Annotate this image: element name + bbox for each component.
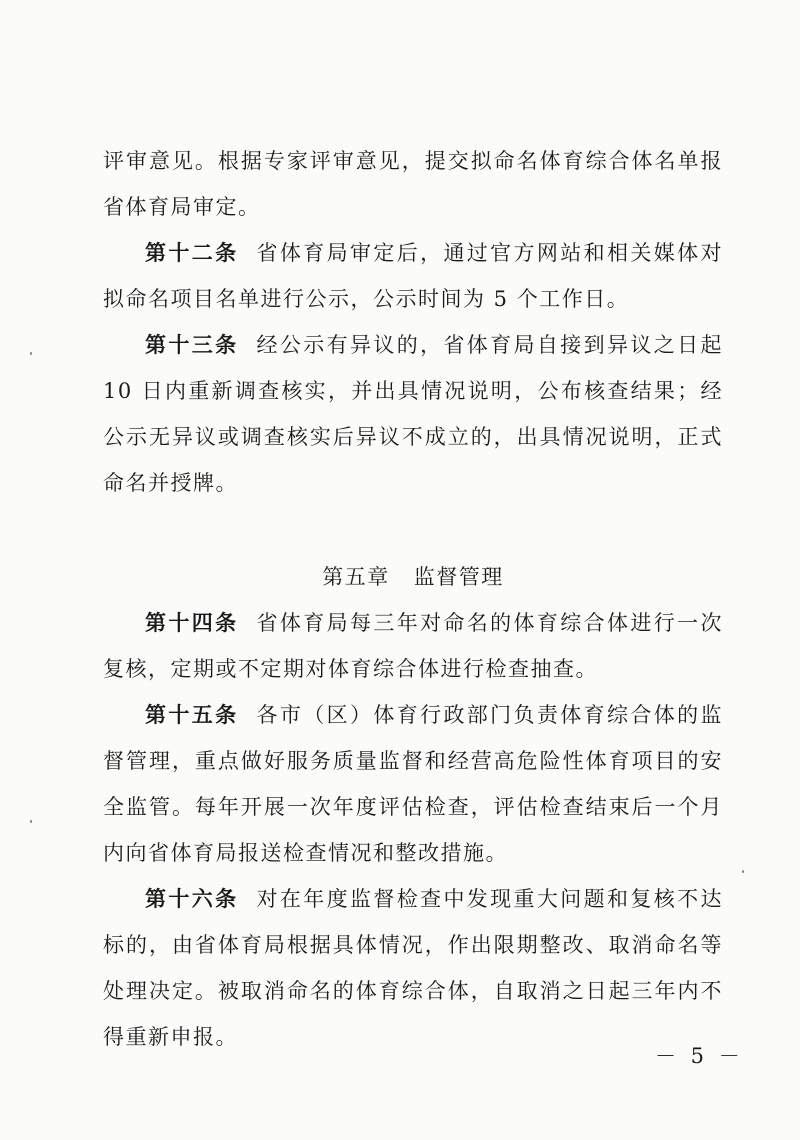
chapter-title: 监督管理 [413, 565, 504, 589]
scan-speck [30, 820, 32, 823]
article-number: 第十五条 [145, 703, 239, 727]
article-13 [103, 322, 723, 506]
article-15 [103, 692, 723, 876]
page-number: － 5 － [655, 1044, 744, 1068]
chapter-heading [103, 554, 723, 600]
article-number: 第十四条 [145, 611, 239, 635]
article-text: 省体育局审定后，通过官方网站和相关媒体对拟命名项目名单进行公示，公示时间为 5 个工作日。 [103, 241, 724, 311]
article-text: 各市（区）体育行政部门负责体育综合体的监督管理，重点做好服务质量监督和经营高危险性体育项目的安全监管。每年开展一次年度评估检查，评估检查结束后一个月内向省体育局报送检查情况和整改措施。 [103, 703, 724, 865]
article-12 [103, 230, 723, 322]
paragraph-continuation [103, 138, 723, 230]
chapter-number: 第五章 [322, 565, 390, 589]
article-text: 省体育局每三年对命名的体育综合体进行一次复核，定期或不定期对体育综合体进行检查抽查。 [103, 611, 724, 681]
paragraph-text: 评审意见。根据专家评审意见，提交拟命名体育综合体名单报省体育局审定。 [103, 149, 723, 219]
article-number: 第十二条 [145, 241, 239, 265]
article-14 [103, 600, 723, 692]
article-number: 第十三条 [145, 333, 239, 357]
scan-speck [30, 352, 32, 355]
article-16 [103, 876, 723, 1060]
article-text: 对在年度监督检查中发现重大问题和复核不达标的，由省体育局根据具体情况，作出限期整改、取消命名等处理决定。被取消命名的体育综合体，自取消之日起三年内不得重新申报。 [103, 887, 724, 1049]
scan-speck [742, 870, 744, 873]
document-body [103, 138, 723, 1060]
article-text: 经公示有异议的，省体育局自接到异议之日起 10 日内重新调查核实，并出具情况说明，公布核查结果；经公示无异议或调查核实后异议不成立的，出具情况说明，正式命名并授牌。 [103, 333, 724, 495]
article-number: 第十六条 [145, 887, 239, 911]
